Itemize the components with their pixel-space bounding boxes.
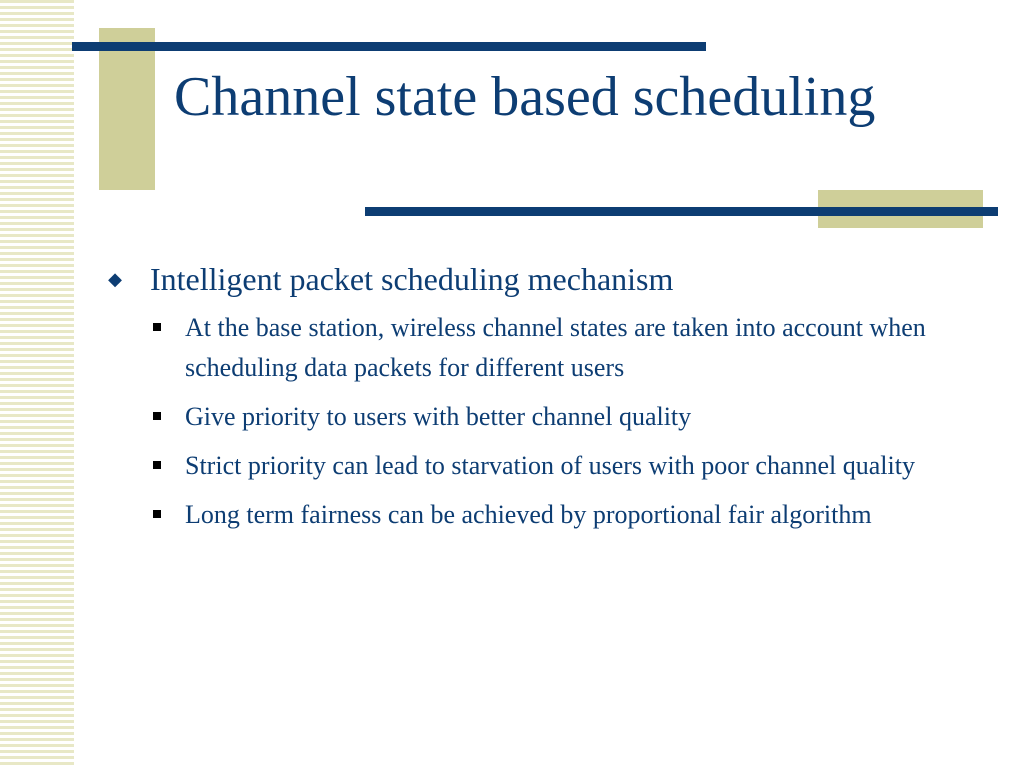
sub-bullet-item bbox=[106, 495, 976, 535]
diamond-bullet-icon: ◆ bbox=[108, 269, 122, 289]
sub-bullet-text: Give priority to users with better channel quality bbox=[185, 402, 692, 431]
sub-bullet-item bbox=[106, 446, 976, 486]
square-bullet-icon bbox=[153, 412, 161, 420]
square-bullet-icon bbox=[153, 510, 161, 518]
sub-bullet-text: Strict priority can lead to starvation of users with poor channel quality bbox=[185, 451, 915, 480]
slide-title: Channel state based scheduling bbox=[174, 66, 876, 128]
bullet-level1-text: Intelligent packet scheduling mechanism bbox=[150, 261, 674, 297]
square-bullet-icon bbox=[153, 461, 161, 469]
title-bottom-rule bbox=[365, 207, 998, 216]
left-stripe-decoration bbox=[0, 0, 74, 768]
square-bullet-icon bbox=[153, 323, 161, 331]
left-accent-block bbox=[99, 28, 155, 190]
title-top-rule bbox=[72, 42, 706, 51]
sub-bullet-text: At the base station, wireless channel states are taken into account when scheduling data packets for different users bbox=[185, 313, 926, 382]
sub-bullet-list bbox=[106, 308, 976, 535]
sub-bullet-item bbox=[106, 397, 976, 437]
sub-bullet-text: Long term fairness can be achieved by proportional fair algorithm bbox=[185, 500, 872, 529]
bullet-level1-item bbox=[106, 258, 976, 300]
sub-bullet-item bbox=[106, 308, 976, 388]
slide-content bbox=[106, 258, 976, 544]
